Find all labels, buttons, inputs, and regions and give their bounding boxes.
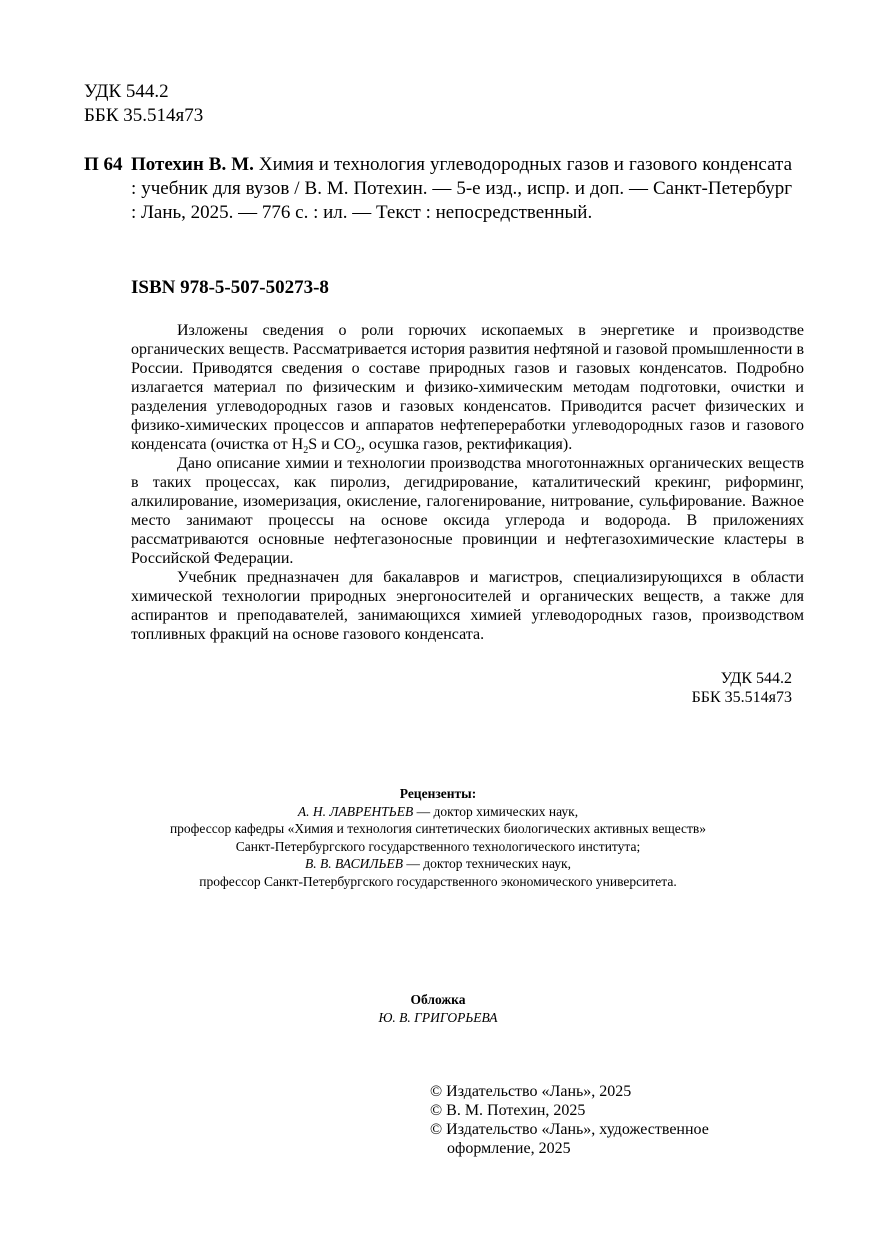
reviewer-line: профессор Санкт-Петербургского государственного экономического университета. xyxy=(199,873,677,889)
bbk-code: ББК 35.514я73 xyxy=(691,689,792,706)
reviewer-line: В. В. ВАСИЛЬЕВ — доктор технических наук, xyxy=(305,856,571,871)
reviewers-block xyxy=(0,785,876,890)
copyright-line: © Издательство «Лань», художественное xyxy=(430,1121,709,1138)
formula-h2s: $H_2S$ xyxy=(291,436,318,457)
reviewer-line: А. Н. ЛАВРЕНТЬЕВ — доктор химических наук, xyxy=(297,803,579,819)
reviewer-line: профессор кафедры «Химия и технология синтетических биологических активных веществ» xyxy=(169,821,707,836)
copyright-line: © В. М. Потехин, 2025 xyxy=(430,1102,586,1119)
abstract-text: Изложены сведения о роли горючих ископаемых в энергетике и производстве органических веществ. Рассматривается история развития нефтяной и газовой промышленности в России. Приводятся сведения о составе природных газов и газовых конденсатов. Подробно излагается материал по физическим и физико-химическим методам подготовки, очистки и разделения углеводородных газов и газовых конденсатов. Приводится расчет физических и физико-химических процессов и аппаратов нефтепереработки углеводородных газов и газового конденсата (очистка от xyxy=(131,322,804,453)
catalog-code: П 64 xyxy=(84,154,123,175)
copyright-block xyxy=(430,1082,790,1158)
cover-heading: Обложка xyxy=(410,992,466,1007)
bibliographic-record xyxy=(131,153,792,225)
bibliographic-description: Химия и технология углеводородных газов и газового конденсата : учебник для вузов / В. М. Потехин. — 5-е изд., испр. и доп. — Санкт-Петербург : Лань, 2025. — 776 с. : ил. — Текст : непосредственный. xyxy=(131,154,792,223)
cover-designer: Ю. В. ГРИГОРЬЕВА xyxy=(378,1009,498,1025)
abstract-paragraph: Изложены сведения о роли горючих ископаемых в энергетике и производстве органических веществ. Рассматривается история развития нефтяной и газовой промышленности в России. Приводятся сведения о составе природных газов и газовых конденсатов. Подробно излагается материал по физическим и физико-химическим методам подготовки, очистки и разделения углеводородных газов и газовых конденсатов. Приводится расчет физических и физико-химических процессов и аппаратов нефтепереработки углеводородных газов и газового конденсата (очистка от $H_2S$ и $CO_2$, осушка газов, ректификация). xyxy=(131,322,804,457)
abstract-paragraph: Учебник предназначен для бакалавров и магистров, специализирующихся в области химической технологии природных энергоносителей и органических веществ, а также для аспирантов и преподавателей, занимающихся химией углеводородных газов, производством топливных фракций на основе газового конденсата. xyxy=(131,569,804,643)
formula-co2: $CO_2$ xyxy=(333,436,361,457)
isbn: ISBN 978-5-507-50273-8 xyxy=(131,277,329,298)
udk-code: УДК 544.2 xyxy=(84,81,169,102)
cover-credit xyxy=(0,991,876,1026)
reviewer-line: Санкт-Петербургского государственного технологического института; xyxy=(235,838,641,854)
bbk-code: ББК 35.514я73 xyxy=(84,105,204,126)
classification-block-bottom xyxy=(492,669,792,707)
reviewers-heading: Рецензенты: xyxy=(399,786,477,801)
author-name: Потехин В. М. xyxy=(131,154,254,175)
classification-block-top xyxy=(84,80,203,128)
reviewer-name: В. В. ВАСИЛЬЕВ xyxy=(305,856,403,871)
abstract-paragraph: Дано описание химии и технологии производства многотоннажных органических веществ в таких процессах, как пиролиз, дегидрирование, каталитический крекинг, риформинг, алкилирование, изомеризация, окисление, галогенирование, нитрование, сульфирование. Важное место занимают процессы на основе оксида углерода и водорода. В приложениях рассматриваются основные нефтегазоносные провинции и нефтегазохимические кластеры в Российской Федерации. xyxy=(131,455,804,567)
reviewer-name: А. Н. ЛАВРЕНТЬЕВ xyxy=(297,803,414,819)
udk-code: УДК 544.2 xyxy=(720,670,792,687)
abstract xyxy=(131,321,804,644)
copyright-line: оформление, 2025 xyxy=(447,1140,571,1157)
copyright-line: © Издательство «Лань», 2025 xyxy=(430,1083,632,1100)
